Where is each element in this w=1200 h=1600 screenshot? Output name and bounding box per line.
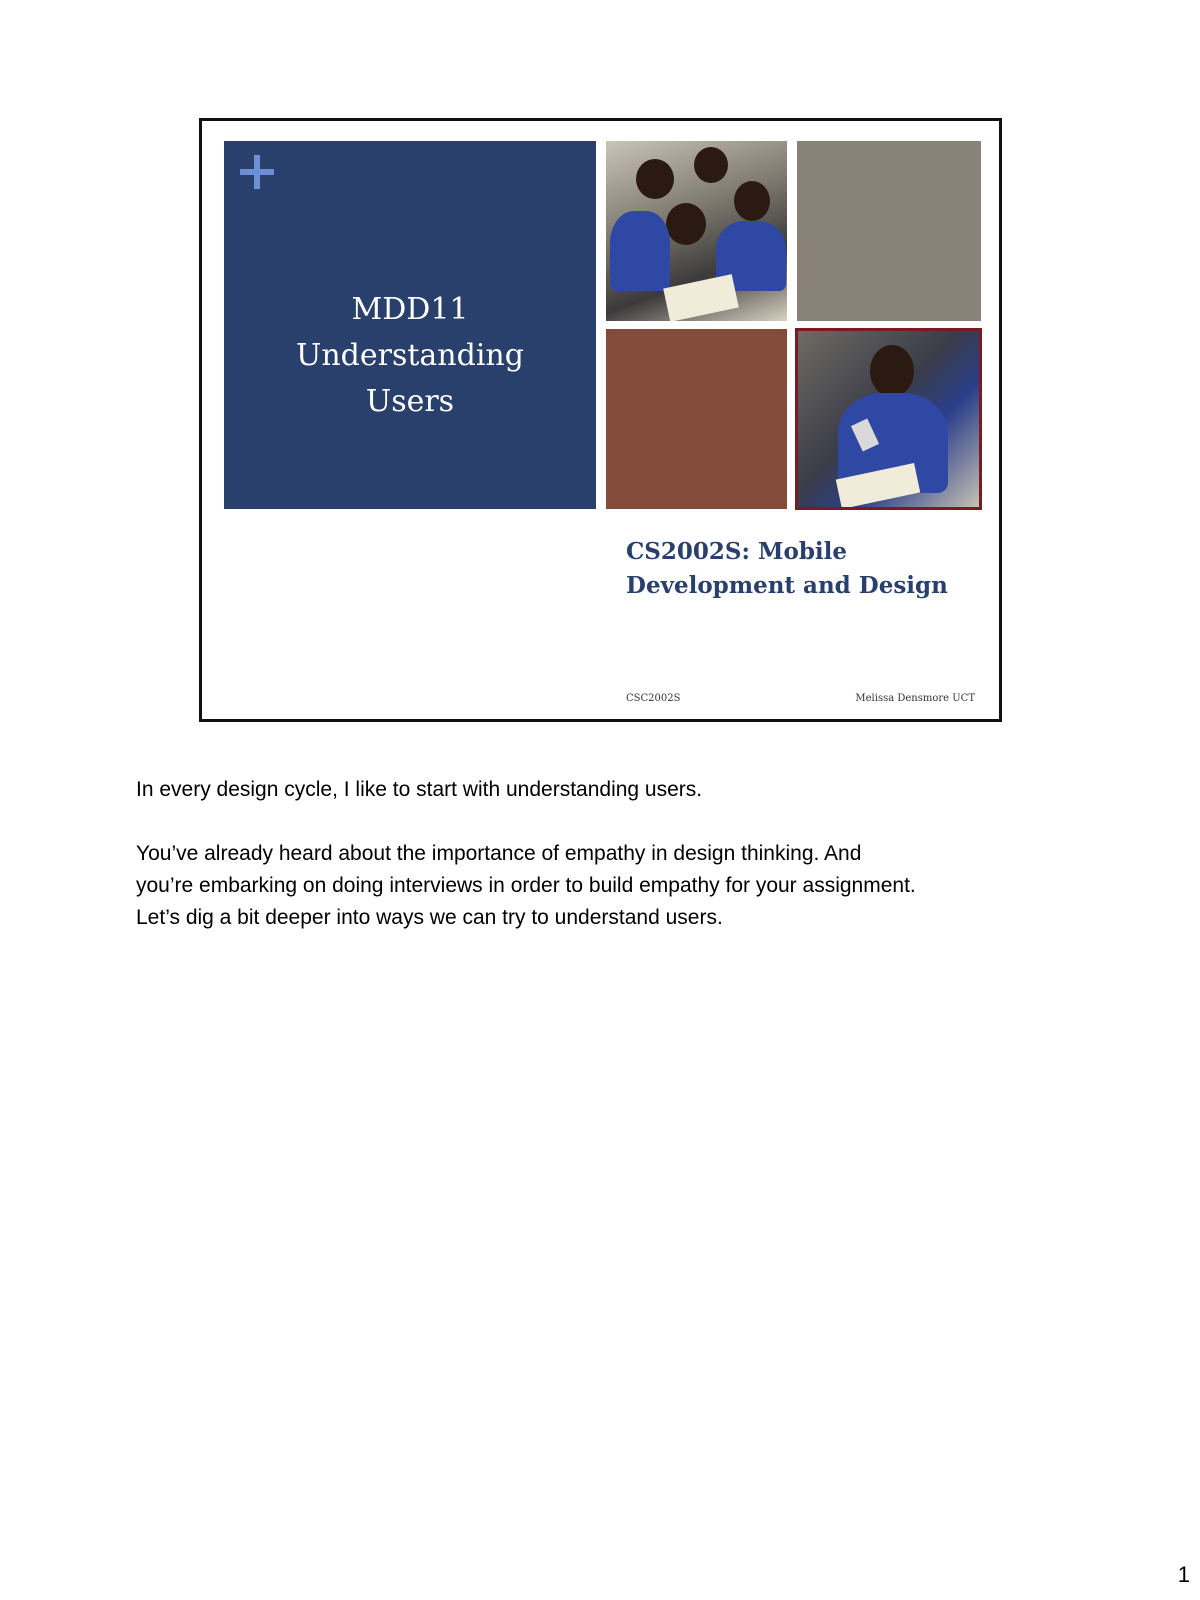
notes-line: Let’s dig a bit deeper into ways we can try to understand users. [136, 906, 723, 929]
title-panel [224, 141, 596, 509]
subtitle-line: CS2002S: Mobile [626, 538, 848, 565]
slide-subtitle [626, 535, 986, 603]
photo-students-group [606, 141, 787, 321]
slide-thumbnail [199, 118, 1002, 722]
brown-tile [606, 329, 787, 509]
slide-title [224, 287, 596, 425]
gray-tile [797, 141, 981, 321]
photo-student-with-phone [795, 328, 982, 510]
plus-icon [240, 155, 274, 189]
notes-spacer [136, 806, 1076, 838]
notes-line: You’ve already heard about the importance of empathy in design thinking. And [136, 842, 862, 865]
subtitle-line: Development and Design [626, 572, 948, 599]
slide-footer-course: CSC2002S [626, 693, 681, 704]
slide-footer-author: Melissa Densmore UCT [855, 693, 975, 704]
speaker-notes [136, 774, 1076, 934]
slide-title-line: MDD11 [351, 292, 469, 327]
slide-title-line: Understanding [296, 338, 524, 373]
page-number: 1 [1177, 1562, 1190, 1587]
notes-paragraph: In every design cycle, I like to start with understanding users. [136, 778, 703, 801]
notes-line: you’re embarking on doing interviews in order to build empathy for your assignment. [136, 874, 916, 897]
slide-title-line: Users [365, 384, 455, 419]
